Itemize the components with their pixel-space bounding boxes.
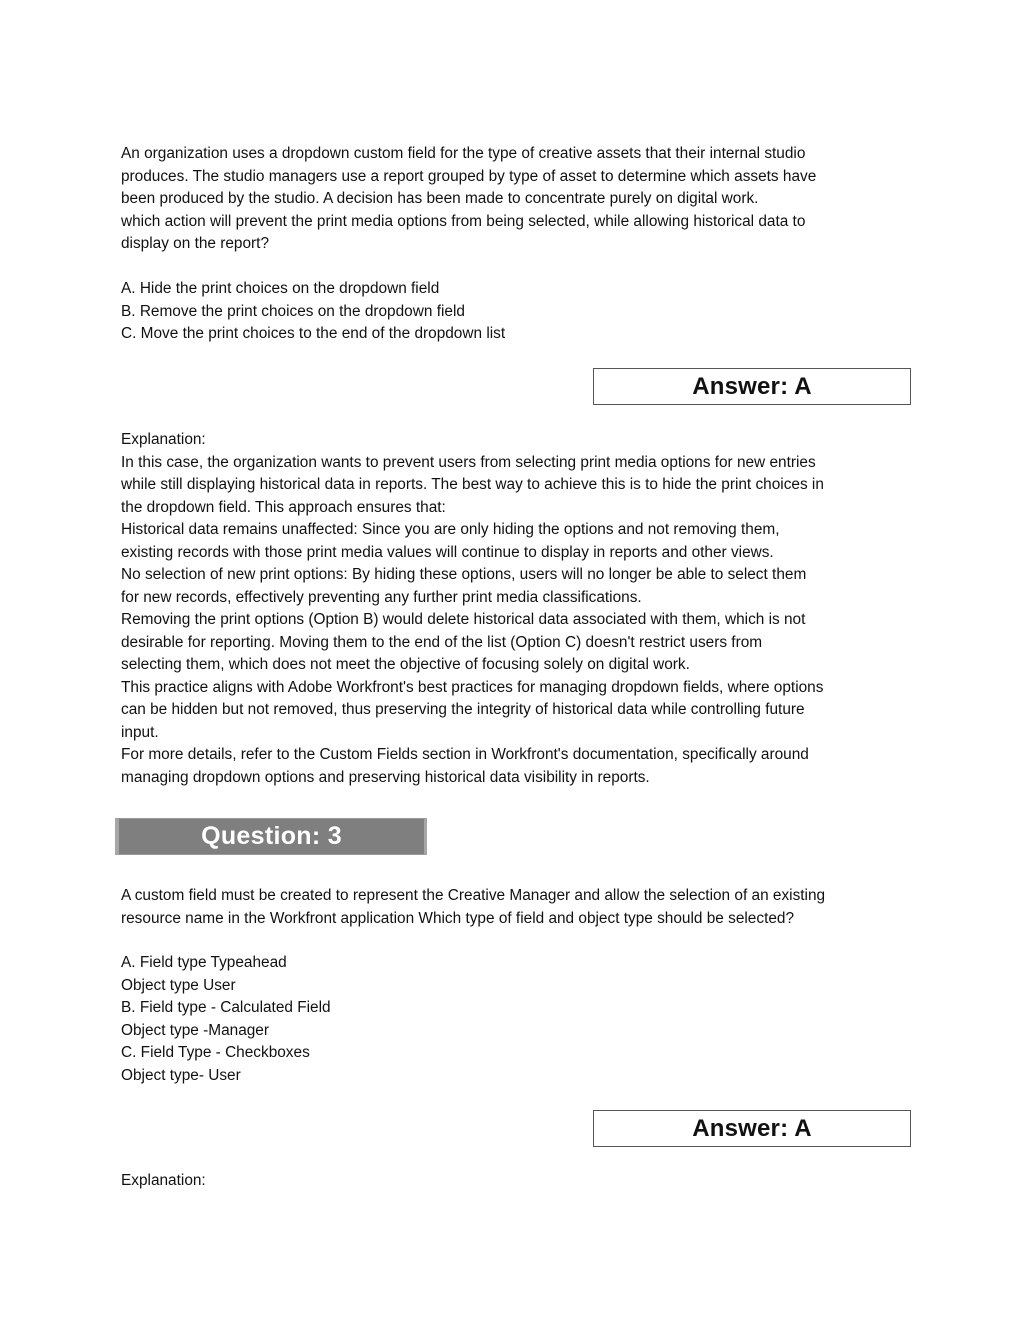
option-c: C. Move the print choices to the end of the dropdown list: [121, 325, 506, 342]
explanation-line: For more details, refer to the Custom Fields section in Workfront's documentation, specifically around: [121, 746, 809, 763]
explanation-line: Removing the print options (Option B) would delete historical data associated with them, which is not: [121, 611, 806, 628]
explanation-line: This practice aligns with Adobe Workfront's best practices for managing dropdown fields, where options: [121, 678, 824, 696]
question-3-heading-bar: [115, 818, 427, 855]
question-line: A custom field must be created to represent the Creative Manager and allow the selection of an existing: [121, 887, 826, 904]
answer-label: Answer: A: [692, 1114, 812, 1142]
explanation-line: the dropdown field. This approach ensures that:: [121, 498, 446, 516]
explanation-line: for new records, effectively preventing any further print media classifications.: [121, 588, 642, 606]
question-line: display on the report?: [121, 235, 270, 252]
explanation-q3: [121, 1170, 911, 1193]
option-c-object: Object type- User: [121, 1066, 241, 1084]
question-2-options: [121, 278, 911, 346]
explanation-label: Explanation:: [121, 1172, 206, 1189]
question-3-text: [121, 885, 911, 930]
explanation-line: No selection of new print options: By hiding these options, users will no longer be able to select them: [121, 566, 807, 583]
explanation-line: while still displaying historical data in reports. The best way to achieve this is to hide the print choices in: [121, 476, 824, 493]
option-a-object: Object type User: [121, 976, 236, 994]
option-a: A. Hide the print choices on the dropdown field: [121, 280, 440, 297]
question-line: An organization uses a dropdown custom field for the type of creative assets that their internal studio: [121, 145, 806, 162]
question-3-options: [121, 952, 911, 1087]
answer-box-q2: [593, 368, 911, 405]
explanation-label: Explanation:: [121, 431, 206, 448]
option-b-object: Object type -Manager: [121, 1021, 269, 1039]
question-3-heading: Question: 3: [201, 822, 342, 850]
question-line: been produced by the studio. A decision has been made to concentrate purely on digital work.: [121, 190, 759, 207]
option-c: C. Field Type - Checkboxes: [121, 1044, 310, 1061]
answer-label: Answer: A: [692, 372, 812, 400]
explanation-line: In this case, the organization wants to prevent users from selecting print media options for new entries: [121, 453, 816, 471]
question-2-text: [121, 143, 911, 256]
explanation-line: selecting them, which does not meet the objective of focusing solely on digital work.: [121, 656, 690, 673]
explanation-line: can be hidden but not removed, thus preserving the integrity of historical data while controlling future: [121, 701, 805, 718]
explanation-line: existing records with those print media values will continue to display in reports and other views.: [121, 543, 774, 561]
option-b: B. Field type - Calculated Field: [121, 999, 331, 1016]
option-b: B. Remove the print choices on the dropdown field: [121, 302, 465, 320]
option-a: A. Field type Typeahead: [121, 954, 287, 971]
explanation-line: Historical data remains unaffected: Since you are only hiding the options and not removing them,: [121, 521, 780, 538]
explanation-line: input.: [121, 723, 159, 741]
question-line: which action will prevent the print media options from being selected, while allowing historical data to: [121, 212, 806, 230]
question-line: resource name in the Workfront application Which type of field and object type should be selected?: [121, 909, 795, 927]
explanation-line: managing dropdown options and preserving historical data visibility in reports.: [121, 768, 650, 786]
explanation-q2: [121, 429, 911, 789]
question-line: produces. The studio managers use a report grouped by type of asset to determine which assets have: [121, 167, 817, 185]
answer-box-q3: [593, 1110, 911, 1147]
explanation-line: desirable for reporting. Moving them to the end of the list (Option C) doesn't restrict users from: [121, 633, 763, 651]
